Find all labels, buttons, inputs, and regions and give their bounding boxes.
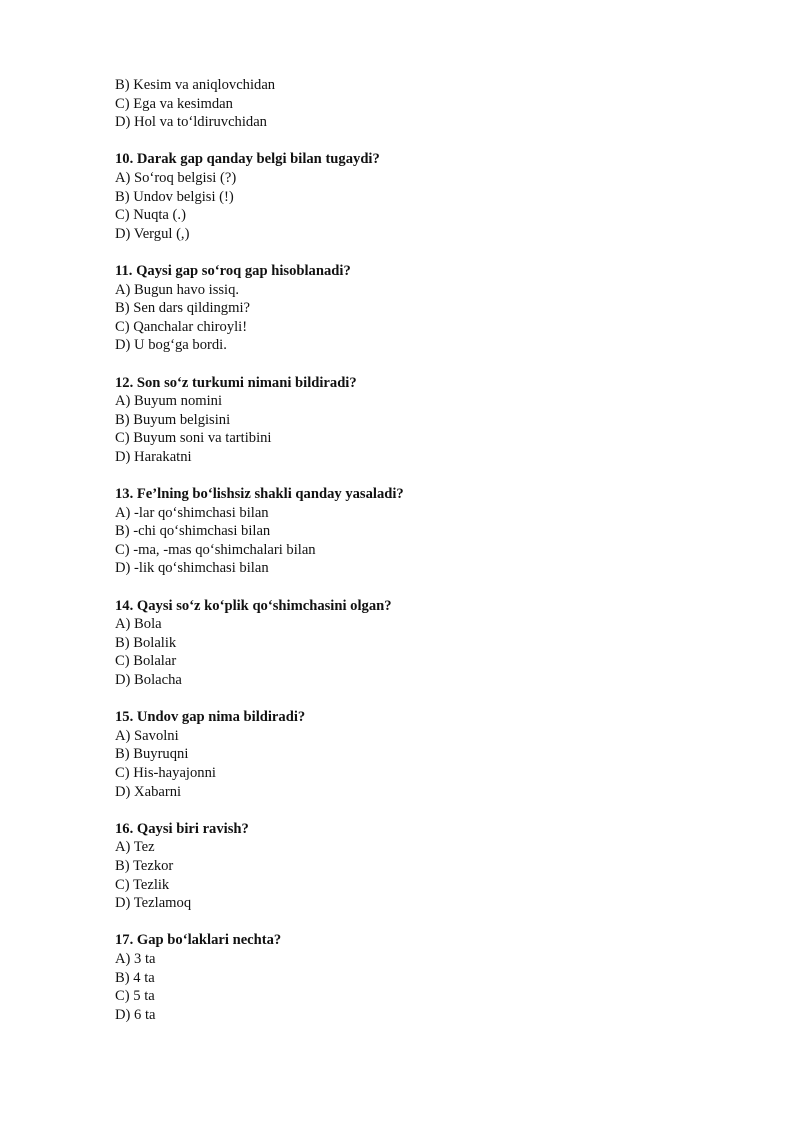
option-d: D) U bog‘ga bordi. — [115, 337, 227, 354]
option-b: B) -chi qo‘shimchasi bilan — [115, 523, 271, 540]
option-a: A) Bugun havo issiq. — [115, 281, 240, 298]
question-14 — [115, 597, 715, 690]
option-d: D) 6 ta — [115, 1006, 156, 1023]
option-b: B) Buyum belgisini — [115, 411, 231, 428]
question-10 — [115, 150, 715, 243]
option-d: D) -lik qo‘shimchasi bilan — [115, 560, 269, 577]
option-c: C) -ma, -mas qo‘shimchalari bilan — [115, 541, 316, 558]
question-title: 13. Fe’lning bo‘lishsiz shakli qanday yasaladi? — [115, 486, 404, 503]
option-line: D) Hol va to‘ldiruvchidan — [115, 114, 267, 131]
question-17 — [115, 931, 715, 1024]
question-title: 10. Darak gap qanday belgi bilan tugaydi? — [115, 151, 380, 168]
option-c: C) Nuqta (.) — [115, 207, 186, 224]
option-c: C) 5 ta — [115, 988, 155, 1005]
option-c: C) Qanchalar chiroyli! — [115, 318, 248, 335]
option-a: A) Bola — [115, 616, 162, 633]
option-a: A) Buyum nomini — [115, 393, 223, 410]
option-c: C) Tezlik — [115, 876, 170, 893]
option-a: A) So‘roq belgisi (?) — [115, 169, 237, 186]
question-title: 11. Qaysi gap so‘roq gap hisoblanadi? — [115, 262, 351, 279]
option-line: B) Kesim va aniqlovchidan — [115, 77, 276, 93]
option-b: B) Undov belgisi (!) — [115, 188, 234, 205]
option-c: C) Bolalar — [115, 653, 177, 670]
option-a: A) Tez — [115, 839, 155, 856]
question-title: 15. Undov gap nima bildiradi? — [115, 709, 306, 726]
document-page — [115, 76, 715, 1024]
option-b: B) Sen dars qildingmi? — [115, 300, 250, 317]
option-d: D) Bolacha — [115, 672, 182, 688]
option-a: A) -lar qo‘shimchasi bilan — [115, 504, 269, 521]
question-16 — [115, 820, 715, 913]
option-b: B) Buyruqni — [115, 746, 189, 763]
question-title: 17. Gap bo‘laklari nechta? — [115, 932, 282, 949]
option-a: A) 3 ta — [115, 950, 156, 967]
option-d: D) Tezlamoq — [115, 895, 192, 912]
option-c: C) His-hayajonni — [115, 764, 216, 781]
question-12 — [115, 374, 715, 467]
question-title: 14. Qaysi so‘z ko‘plik qo‘shimchasini olgan? — [115, 597, 392, 614]
option-d: D) Harakatni — [115, 448, 192, 465]
option-b: B) Tezkor — [115, 857, 174, 874]
option-a: A) Savolni — [115, 727, 179, 744]
leading-options — [115, 76, 715, 132]
question-11 — [115, 262, 715, 355]
option-line: C) Ega va kesimdan — [115, 95, 233, 112]
option-d: D) Vergul (,) — [115, 225, 190, 242]
option-c: C) Buyum soni va tartibini — [115, 430, 272, 447]
option-b: B) Bolalik — [115, 634, 177, 651]
option-d: D) Xabarni — [115, 783, 182, 800]
question-title: 16. Qaysi biri ravish? — [115, 820, 249, 837]
option-b: B) 4 ta — [115, 969, 155, 986]
question-title: 12. Son so‘z turkumi nimani bildiradi? — [115, 374, 357, 391]
question-15 — [115, 708, 715, 801]
question-13 — [115, 485, 715, 578]
